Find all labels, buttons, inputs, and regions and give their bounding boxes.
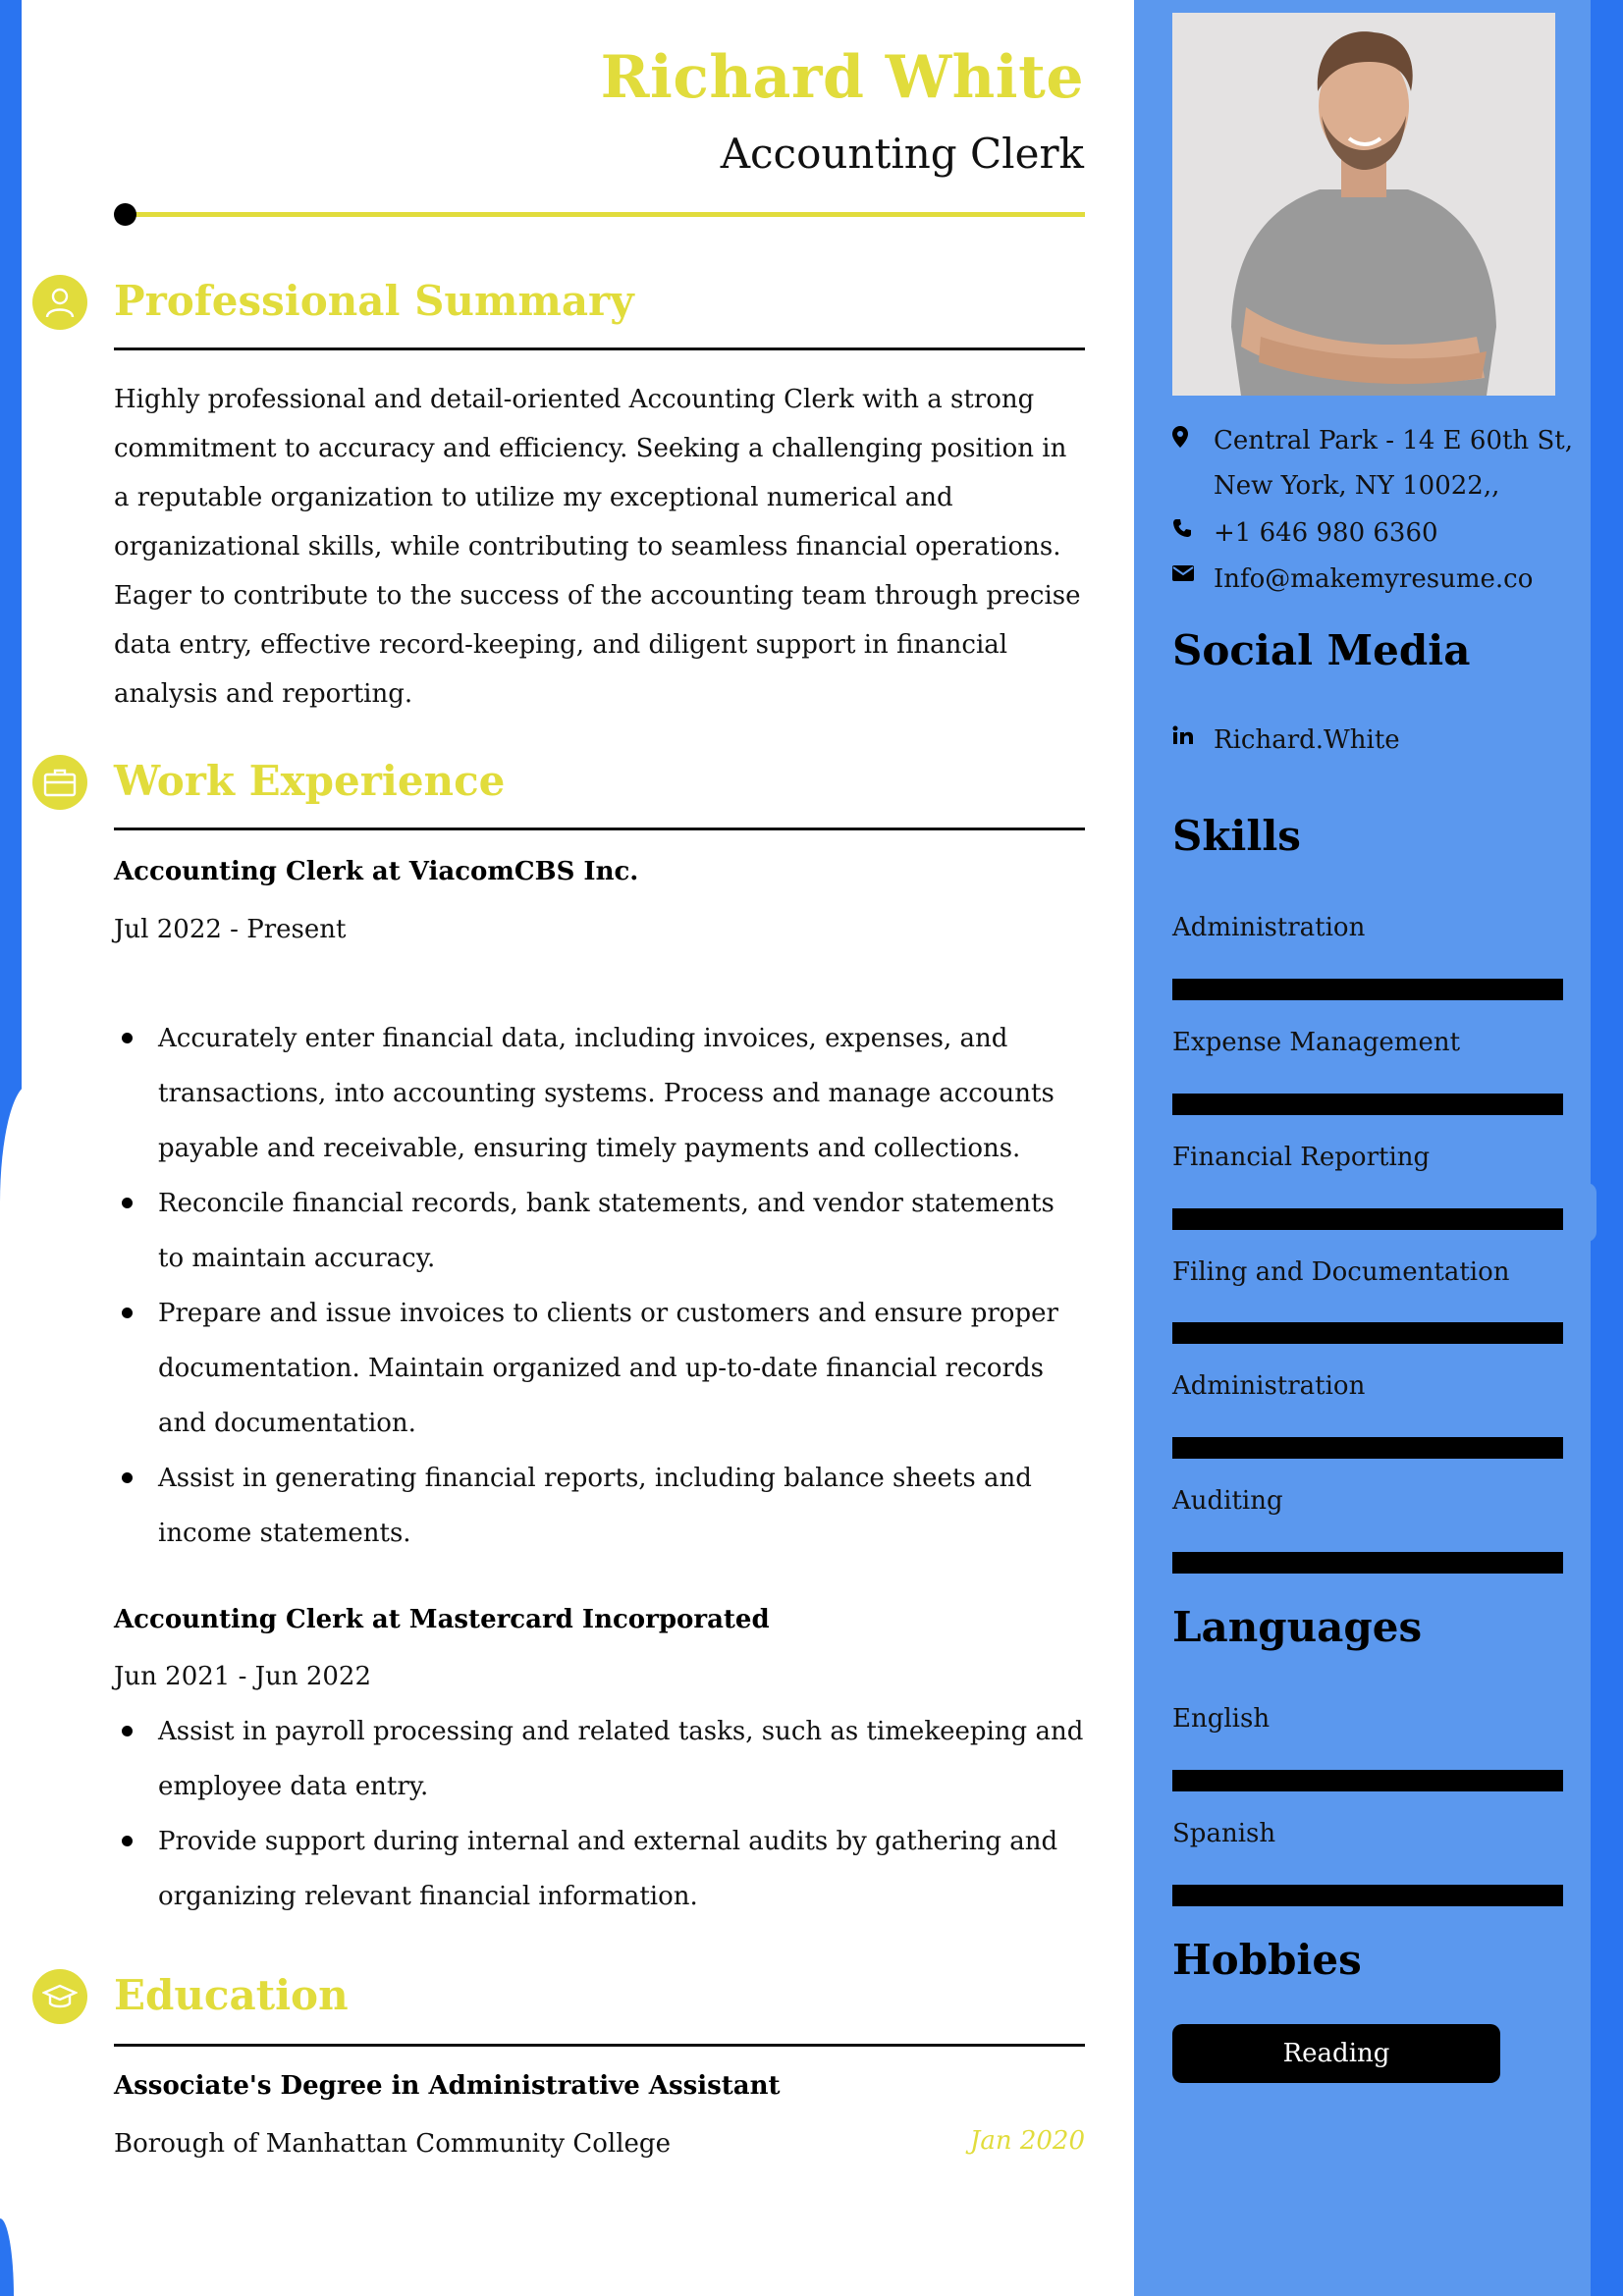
graduation-cap-icon [32,1969,87,2024]
header-divider-dot [114,203,136,226]
right-edge-tab [1587,1183,1596,1242]
contact-address [1172,418,1595,508]
skill-bar [1172,1094,1563,1115]
job-bullet: Accurately enter financial data, including invoices, expenses, and transactions, into accounting systems. Process and manage accounts payable and receivable, ensuring timely payments and collections. [114,1011,1086,1176]
contact-email-text[interactable]: Info@makemyresume.co [1214,564,1534,594]
job-bullet-list [114,1011,1086,1561]
skill-label: Expense Management [1172,1028,1461,1057]
phone-icon [1172,510,1214,538]
skill-bar [1172,979,1563,1000]
skill-label: Financial Reporting [1172,1143,1431,1172]
education-school: Borough of Manhattan Community College [114,2129,671,2159]
location-pin-icon [1172,418,1214,448]
job-bullet: Provide support during internal and external audits by gathering and organizing relevant financial information. [114,1814,1086,1924]
job-bullet: Assist in payroll processing and related tasks, such as timekeeping and employee data entry. [114,1704,1086,1814]
skill-bar [1172,1208,1563,1230]
skill-bar [1172,1552,1563,1574]
education-degree: Associate's Degree in Administrative Assistant [114,2071,781,2101]
right-edge-strip [1591,0,1623,2296]
hobbies-heading: Hobbies [1172,1936,1362,1984]
skill-label: Filing and Documentation [1172,1257,1510,1287]
social-linkedin [1172,718,1595,763]
job-title: Accounting Clerk at Mastercard Incorporated [114,1605,770,1634]
job-dates: Jul 2022 - Present [114,915,347,944]
envelope-icon [1172,557,1214,582]
language-label: Spanish [1172,1819,1276,1848]
candidate-name: Richard White [600,43,1084,112]
summary-heading: Professional Summary [114,277,634,325]
candidate-title: Accounting Clerk [720,130,1084,178]
contact-phone [1172,510,1595,556]
skill-label: Administration [1172,913,1366,942]
skill-label: Auditing [1172,1486,1283,1516]
language-bar [1172,1770,1563,1791]
contact-email [1172,557,1595,602]
profile-photo [1172,13,1555,396]
education-date: Jan 2020 [969,2126,1085,2156]
social-heading: Social Media [1172,626,1471,674]
summary-divider [114,347,1085,350]
experience-heading: Work Experience [114,757,506,805]
job-bullet: Assist in generating financial reports, including balance sheets and income statements. [114,1451,1086,1561]
skill-bar [1172,1322,1563,1344]
languages-heading: Languages [1172,1603,1423,1651]
person-icon [32,275,87,330]
skill-bar [1172,1437,1563,1459]
social-linkedin-text[interactable]: Richard.White [1214,725,1400,755]
education-heading: Education [114,1971,349,2019]
job-bullet: Prepare and issue invoices to clients or customers and ensure proper documentation. Maintain organized and up-to-date financial records and documentation. [114,1286,1086,1451]
hobby-tag: Reading [1172,2024,1500,2083]
job-bullet: Reconcile financial records, bank statements, and vendor statements to maintain accuracy. [114,1176,1086,1286]
summary-text: Highly professional and detail-oriented Accounting Clerk with a strong commitment to accuracy and efficiency. Seeking a challenging position in a reputable organization to utilize my exceptional numerical and organizational skills, while contributing to seamless financial operations. Eager to contribute to the success of the accounting team through precise data entry, effective record-keeping, and diligent support in financial analysis and reporting. [114,385,1081,709]
header-divider [125,212,1085,217]
job-title: Accounting Clerk at ViacomCBS Inc. [114,857,639,886]
left-edge-curve [0,1085,29,2296]
contact-address-text: Central Park - 14 E 60th St, New York, NY 10022,, [1214,426,1573,501]
contact-phone-text: +1 646 980 6360 [1214,518,1438,548]
education-divider [114,2044,1085,2047]
briefcase-icon [32,755,87,810]
job-bullet-list [114,1704,1086,1924]
job-dates: Jun 2021 - Jun 2022 [114,1662,372,1691]
language-bar [1172,1885,1563,1906]
experience-divider [114,828,1085,830]
skill-label: Administration [1172,1371,1366,1401]
language-label: English [1172,1704,1271,1734]
linkedin-icon [1172,718,1214,745]
skills-heading: Skills [1172,812,1301,860]
